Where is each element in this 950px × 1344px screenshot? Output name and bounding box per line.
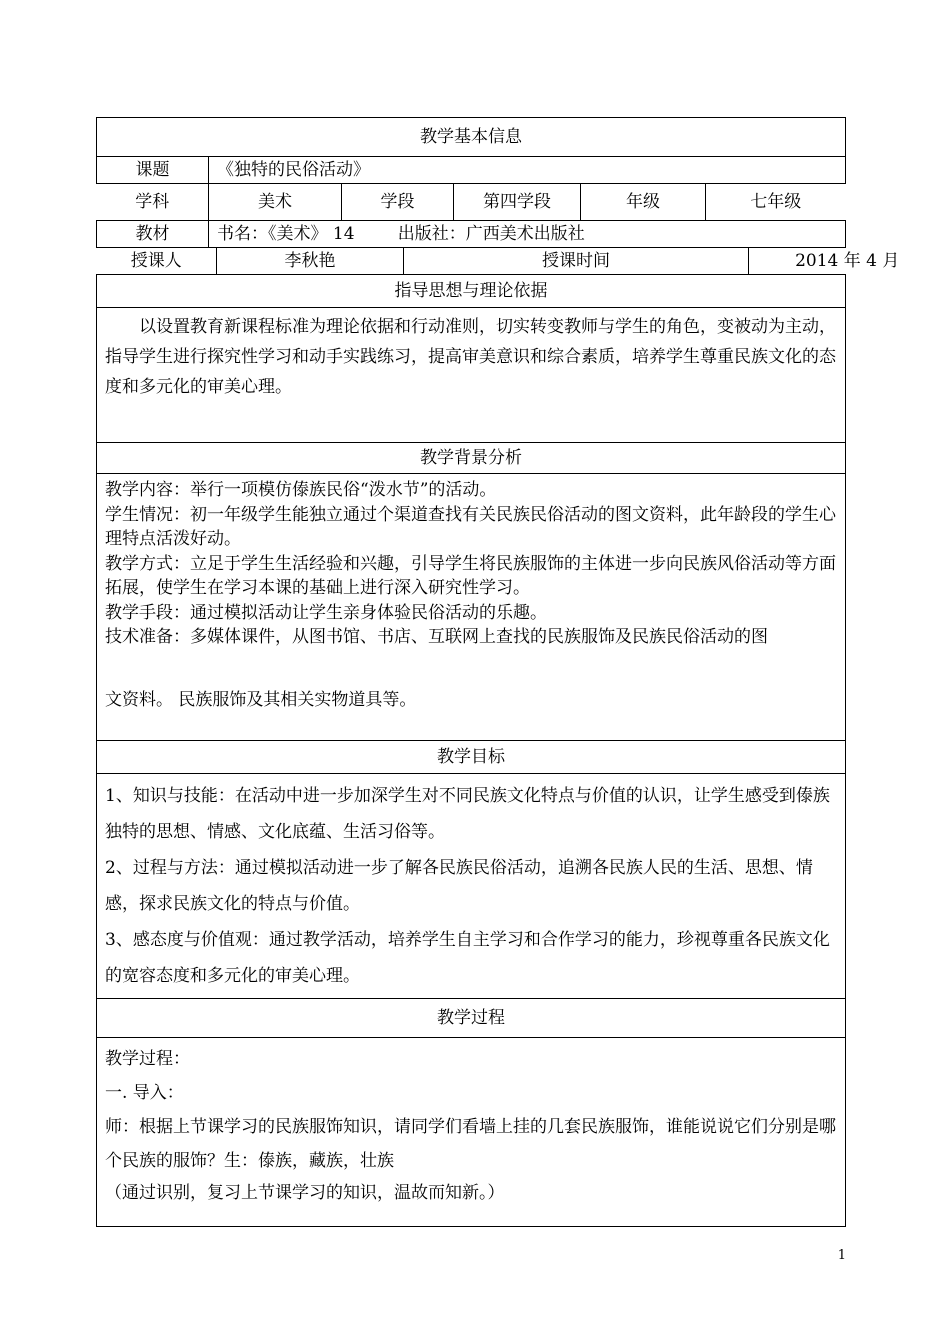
guiding-text: 以设置教育新课程标准为理论依据和行动准则，切实转变教师与学生的角色，变被动为主动，指导学生进行探究性学习和动手实践练习，提高审美意识和综合素质，培养学生尊重民族文化的态度和多元化的审美心理。	[105, 317, 836, 397]
process-heading: 教学过程	[97, 999, 846, 1038]
subject-value: 美术	[209, 184, 342, 220]
textbook-label: 教材	[97, 221, 209, 248]
subject-row	[97, 184, 846, 221]
teacher-row	[97, 248, 900, 275]
stage-label: 学段	[342, 184, 454, 220]
stage-value: 第四学段	[454, 184, 581, 220]
lesson-plan-document	[96, 117, 900, 1227]
goal-values: 3、感态度与价值观：通过教学活动，培养学生自主学习和合作学习的能力，珍视尊重各民族文化的宽容态度和多元化的审美心理。	[105, 930, 830, 986]
background-heading: 教学背景分析	[97, 443, 846, 474]
process-cell	[97, 1038, 846, 1227]
guiding-cell	[97, 308, 846, 443]
process-line-2: 一. 导入：	[105, 1083, 184, 1103]
goals-heading: 教学目标	[97, 741, 846, 774]
process-line-3: 师：根据上节课学习的民族服饰知识，请同学们看墙上挂的几套民族服饰，谁能说说它们分别是哪个民族的服饰？生：傣族，藏族，壮族	[105, 1117, 836, 1171]
background-tech: 技术准备：多媒体课件，从图书馆、书店、互联网上查找的民族服饰及民族民俗活动的图	[105, 627, 768, 647]
topic-label: 课题	[97, 157, 209, 184]
teacher-label: 授课人	[97, 248, 217, 274]
background-cell	[97, 474, 846, 741]
background-method: 教学方式：立足于学生生活经验和兴趣，引导学生将民族服饰的主体进一步向民族风俗活动等方面拓展，使学生在学习本课的基础上进行深入研究性学习。	[105, 553, 836, 598]
background-tech-continued: 文资料。 民族服饰及其相关实物道具等。	[105, 689, 417, 710]
topic-value: 《独特的民俗活动》	[209, 157, 846, 184]
subject-label: 学科	[97, 184, 209, 220]
process-line-1: 教学过程：	[105, 1049, 190, 1069]
textbook-value: 书名：《美术》 14 出版社：广西美术出版社	[209, 221, 846, 248]
lesson-plan-table	[96, 117, 900, 1227]
basic-info-heading: 教学基本信息	[97, 118, 846, 157]
grade-label: 年级	[581, 184, 706, 220]
teacher-value: 李秋艳	[217, 248, 404, 274]
goal-process: 2、过程与方法：通过模拟活动进一步了解各民族民俗活动，追溯各民族人民的生活、思想、情感，探求民族文化的特点与价值。	[105, 858, 813, 914]
background-means: 教学手段：通过模拟活动让学生亲身体验民俗活动的乐趣。	[105, 602, 547, 623]
page-number: 1	[837, 1248, 846, 1263]
process-line-4: （通过识别，复习上节课学习的知识，温故而知新。）	[105, 1183, 505, 1203]
background-content: 教学内容：举行一项模仿傣族民俗“泼水节”的活动。	[105, 480, 497, 500]
grade-value: 七年级	[706, 184, 846, 220]
background-students: 学生情况：初一年级学生能独立通过个渠道查找有关民族民俗活动的图文资料，此年龄段的学生心理特点活泼好动。	[105, 504, 836, 549]
goals-cell	[97, 774, 846, 999]
time-label: 授课时间	[404, 248, 749, 274]
time-value: 2014 年 4 月	[749, 248, 946, 274]
goal-knowledge: 1、知识与技能：在活动中进一步加深学生对不同民族文化特点与价值的认识，让学生感受到傣族独特的思想、情感、文化底蕴、生活习俗等。	[105, 786, 830, 842]
guiding-heading: 指导思想与理论依据	[97, 275, 846, 308]
